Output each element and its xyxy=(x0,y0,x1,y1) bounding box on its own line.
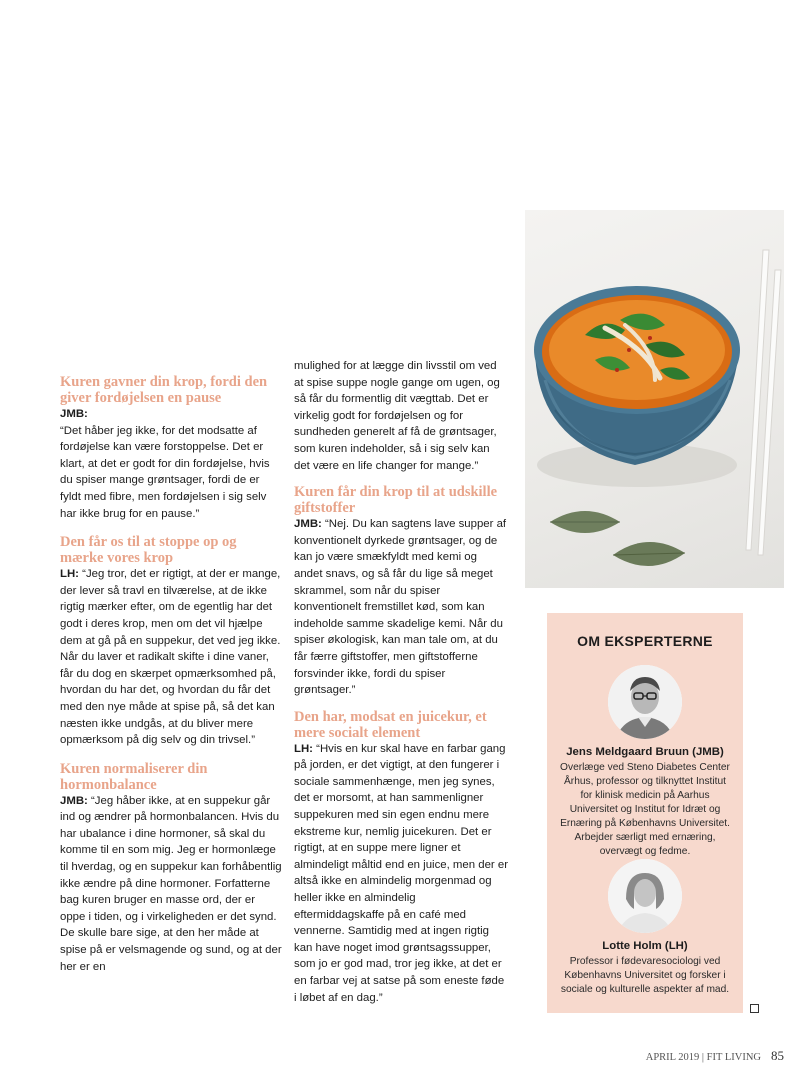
avatar-portrait xyxy=(608,859,682,933)
article-column-2 xyxy=(294,358,508,1006)
body-text: “Nej. Du kan sagtens lave supper af konventionelt dyrkede grøntsager, og de kan jo være smækfyldt med kemi og andet snavs, og så får du lige så meget skrammel, som når du spiser konventionelt fremstillet kød, som kan indeholde samme skadelige kemi. Når du spiser økologisk, kan man tale om, at du får færre giftstoffer, men giftstofferne forsvinder ikke, fordi du spiser grøntsager.” xyxy=(294,518,507,697)
speaker-label: LH: xyxy=(60,568,79,581)
footer-issue: APRIL 2019 | FIT LIVING xyxy=(645,1052,761,1063)
body-text: “Det håber jeg ikke, for det modsatte af fordøjelse kan være forstoppelse. Det er klart, at det er godt for din fordøjelse, hvis du spiser mange grøntsager, fordi de er fyldt med fibre, men fordøjelsen i sig selv har ikke brug for en pause.” xyxy=(60,424,270,520)
experts-box xyxy=(547,613,743,1013)
body-text: “Jeg håber ikke, at en suppekur går ind og ændrer på hormonbalancen. Hvis du har ubalance i dine hormoner, så skal du komme til en som mig. Jeg er hormonlæge til hverdag, og en suppekur kan forhåbentlig ikke ændre på dine hormoner. Forfatterne bag kuren bruger en masse ord, der er oppe i tiden, og i virkeligheden er det synd. De skulle bare sige, at den her måde at spise på er velsmagende og sund, og at der her er en xyxy=(60,794,282,973)
section-body xyxy=(60,793,282,976)
section-heading: Den har, modsat en juicekur, et mere socialt element xyxy=(294,708,487,741)
section-body xyxy=(60,566,282,749)
speaker-label: LH: xyxy=(294,742,313,755)
speaker-label: JMB: xyxy=(60,408,88,420)
expert-description: Professor i fødevaresociologi ved Københavns Universitet og forsker i sociale og kulturelle aspekter af mad. xyxy=(560,956,730,995)
avatar xyxy=(608,859,682,933)
section-heading: Kuren får din krop til at udskille giftstoffer xyxy=(294,484,498,517)
expert-description: Overlæge ved Steno Diabetes Center Århus, professor og tilknyttet Institut for klinisk medicin på Aarhus Universitet og Institut for Idræt og Ernæring på Københavns Universitet. Arbejder særligt med ernæring, overvægt og fedme. xyxy=(560,762,730,857)
expert-name: Jens Meldgaard Bruun (JMB) xyxy=(566,746,724,758)
section-heading: Den får os til at stoppe op og mærke vores krop xyxy=(60,534,237,567)
section-body xyxy=(294,516,508,699)
leaf-icon xyxy=(550,511,685,566)
chopsticks-icon xyxy=(746,250,781,555)
speaker-label: JMB: xyxy=(294,518,322,531)
experts-title: OM EKSPERTERNE xyxy=(577,633,713,649)
body-text: mulighed for at lægge din livsstil om ved at spise suppe nogle gange om ugen, og så får du formentlig dit vægttab. Det er virkelig godt for fordøjelsen og for sundheden generelt af få de grøntsager, som kuren indeholder, så i sig selv kan det være en life changer for mange.” xyxy=(294,360,500,472)
avatar-portrait xyxy=(608,665,682,739)
avatar xyxy=(608,665,682,739)
section-heading: Kuren normaliserer din hormonbalance xyxy=(60,760,208,793)
soup-bowl-image xyxy=(525,210,784,588)
body-text: “Jeg tror, det er rigtigt, at der er mange, der lever så travl en tilværelse, at de ikke rigtig mærker efter, om de egentlig har det godt i deres krop, men om det vil hjælpe dem at gå på en suppekur, det ved jeg ikke. Når du laver et radikalt skifte i dine vaner, får du dog en skærpet opmærksomhed på, hvordan du har det, og hvordan du får det med den nye måde at spise på, så det kan næsten ikke undgås, at du bliver mere opmærksom på dig selv og din trivsel.” xyxy=(60,568,281,747)
section-heading: Kuren gavner din krop, fordi den giver fordøjelsen en pause xyxy=(60,374,268,406)
expert-name: Lotte Holm (LH) xyxy=(602,940,688,952)
section-body xyxy=(60,406,282,522)
end-mark-icon xyxy=(750,1004,759,1013)
article-column-1 xyxy=(60,374,282,975)
page-number: 85 xyxy=(771,1048,784,1063)
page-footer xyxy=(646,1048,784,1064)
section-body xyxy=(294,741,508,1007)
body-text: “Hvis en kur skal have en farbar gang på jorden, er det vigtigt, at den fungerer i sociale sammenhænge, men jeg synes, det er morsomt, at han sammenligner suppekuren med sin egen endnu mere ekstreme kur, nemlig juicekuren. Det er rigtigt, at en suppe mere ligner et almindeligt måltid end en juice, men der er altså ikke en almindelig morgenmad og heller ikke en almindelig eftermiddagskaffe på en café med vennerne. Samtidig med at ingen rigtig kan have noget imod grøntsagssupper, som jo er god mad, tror jeg ikke, at det er en farbar vej at satse på som eneste føde i løbet af en dag.” xyxy=(294,742,509,1004)
speaker-label: JMB: xyxy=(60,794,88,807)
